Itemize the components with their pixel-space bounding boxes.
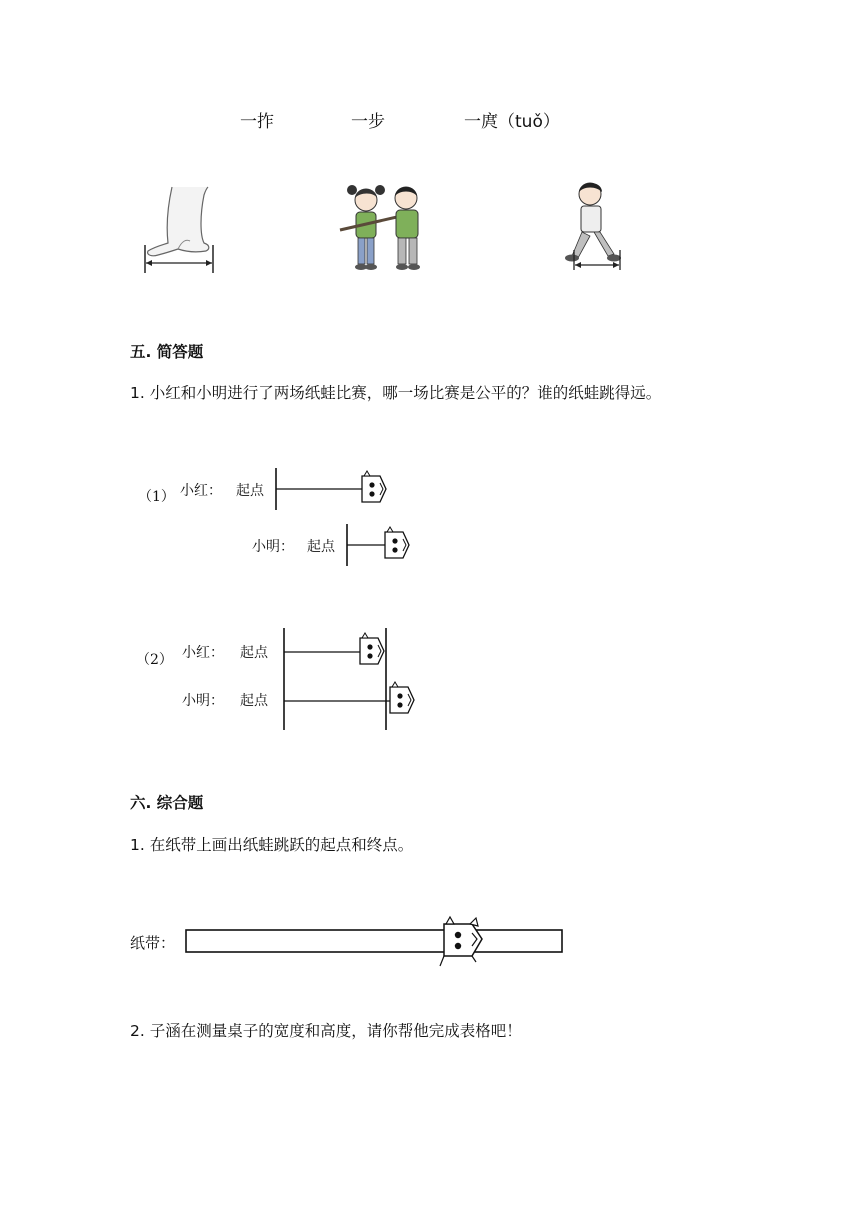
race-2-xiaoming-frog-icon: [390, 682, 414, 713]
race-2-xiaohong-start: 起点: [240, 645, 268, 661]
race-1-diagram: [270, 462, 430, 572]
paper-strip: [186, 930, 562, 952]
section-6-heading: 六. 综合题: [130, 794, 204, 812]
section-5-heading: 五. 简答题: [130, 343, 204, 361]
race-2-xiaoming-name: 小明：: [182, 693, 224, 709]
paper-strip-diagram: [184, 914, 574, 974]
section-6-question-2: 2. 子涵在测量桌子的宽度和高度，请你帮他完成表格吧！: [130, 1022, 522, 1040]
race-2-xiaohong-name: 小红：: [182, 645, 224, 661]
unit-label-span: 一拃: [240, 112, 274, 132]
armspan-children-illustration: [338, 178, 438, 274]
race-2-xiaohong-frog-icon: [360, 633, 384, 664]
unit-label-step: 一步: [351, 112, 385, 132]
race-1-xiaohong-start: 起点: [236, 483, 264, 499]
race-1-index: （1）: [138, 489, 175, 505]
race-1-xiaoming-start: 起点: [307, 539, 335, 555]
unit-label-armspan: 一庹（tuǒ）: [464, 112, 560, 132]
paper-strip-frog-icon: [440, 917, 482, 966]
paper-strip-label: 纸带：: [130, 934, 176, 952]
hand-span-illustration: [138, 185, 218, 275]
race-1-xiaohong-name: 小红：: [180, 483, 222, 499]
race-2-index: （2）: [136, 652, 173, 668]
race-1-xiaoming-frog-icon: [385, 527, 409, 558]
section-6-question-1: 1. 在纸带上画出纸蛙跳跃的起点和终点。: [130, 836, 414, 854]
race-1-xiaoming-name: 小明：: [252, 539, 294, 555]
race-2-xiaoming-start: 起点: [240, 693, 268, 709]
section-5-question-1: 1. 小红和小明进行了两场纸蛙比赛，哪一场比赛是公平的？谁的纸蛙跳得远。: [130, 384, 662, 402]
walking-step-illustration: [560, 178, 640, 274]
race-2-diagram: [280, 626, 440, 736]
race-1-xiaohong-frog-icon: [362, 471, 386, 502]
